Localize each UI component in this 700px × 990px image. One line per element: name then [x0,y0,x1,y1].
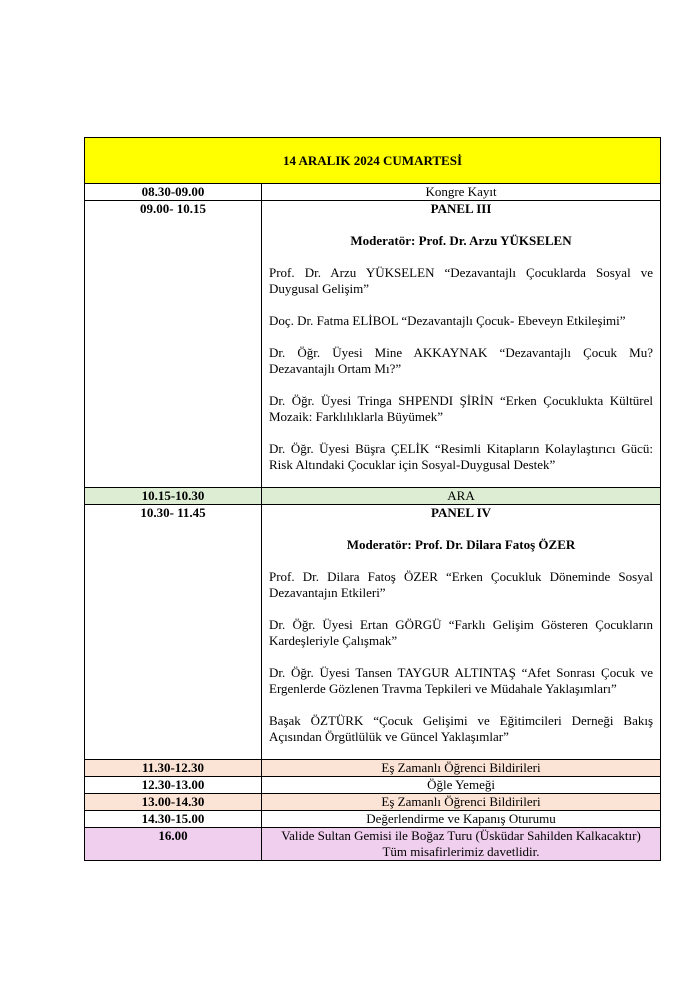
panel-title: PANEL IV [430,505,492,520]
activity-cell: Eş Zamanlı Öğrenci Bildirileri [262,794,661,811]
schedule-row-lunch [85,777,661,794]
activity-cell: Değerlendirme ve Kapanış Oturumu [262,811,661,828]
talk-item: Dr. Öğr. Üyesi Tansen TAYGUR ALTINTAŞ “Afet Sonrası Çocuk ve Ergenlerde Gözlenen Travma Tepkileri ve Müdahale Yaklaşımları” [269,665,654,696]
talk-item: Prof. Dr. Dilara Fatoş ÖZER “Erken Çocukluk Döneminde Sosyal Dezavantajın Etkileri” [269,569,654,600]
panel-moderator: Moderatör: Prof. Dr. Arzu YÜKSELEN [350,233,572,248]
schedule-row-student-papers [85,794,661,811]
activity-cell: Öğle Yemeği [262,777,661,794]
program-table [84,137,661,861]
schedule-row-bosphorus-tour [85,828,661,861]
schedule-row-break [85,488,661,505]
schedule-row-closing [85,811,661,828]
day-title: 14 ARALIK 2024 CUMARTESİ [85,138,661,184]
activity-cell: ARA [262,488,661,505]
activity-cell [262,828,661,861]
talk-item: Prof. Dr. Arzu YÜKSELEN “Dezavantajlı Çocuklarda Sosyal ve Duygusal Gelişim” [269,265,654,296]
time-cell: 16.00 [85,828,262,861]
time-cell: 14.30-15.00 [85,811,262,828]
panel-moderator: Moderatör: Prof. Dr. Dilara Fatoş ÖZER [346,537,576,552]
activity-cell: Eş Zamanlı Öğrenci Bildirileri [262,760,661,777]
talk-item: Dr. Öğr. Üyesi Tringa SHPENDI ŞİRİN “Erken Çocuklukta Kültürel Mozaik: Farklılıklarla Büyümek” [269,393,654,424]
schedule-row-student-papers [85,760,661,777]
talk-item: Doç. Dr. Fatma ELİBOL “Dezavantajlı Çocuk- Ebeveyn Etkileşimi” [269,313,626,328]
panel-title: PANEL III [430,201,492,216]
talk-item: Başak ÖZTÜRK “Çocuk Gelişimi ve Eğitimcileri Derneği Bakış Açısından Örgütlülük ve Güncel Yaklaşımlar” [269,713,654,744]
time-cell: 11.30-12.30 [85,760,262,777]
talk-item: Dr. Öğr. Üyesi Ertan GÖRGÜ “Farklı Gelişim Gösteren Çocukların Kardeşleriyle Çalışmak” [269,617,654,648]
time-cell: 12.30-13.00 [85,777,262,794]
panel-cell [262,505,661,760]
time-cell: 08.30-09.00 [85,184,262,201]
time-cell: 13.00-14.30 [85,794,262,811]
time-cell: 10.30- 11.45 [85,505,262,760]
activity-cell: Kongre Kayıt [262,184,661,201]
activity-line: Valide Sultan Gemisi ile Boğaz Turu (Üsküdar Sahilden Kalkacaktır) [281,828,641,843]
day-header-row [85,138,661,184]
panel-cell [262,201,661,488]
schedule-row-panel-4 [85,505,661,760]
schedule-row-registration [85,184,661,201]
talk-item: Dr. Öğr. Üyesi Mine AKKAYNAK “Dezavantajlı Çocuk Mu? Dezavantajlı Ortam Mı?” [269,345,654,376]
activity-line: Tüm misafirlerimiz davetlidir. [382,844,540,859]
time-cell: 10.15-10.30 [85,488,262,505]
time-cell: 09.00- 10.15 [85,201,262,488]
schedule-row-panel-3 [85,201,661,488]
talk-item: Dr. Öğr. Üyesi Büşra ÇELİK “Resimli Kitapların Kolaylaştırıcı Gücü: Risk Altındaki Çocuklar için Sosyal-Duygusal Destek” [269,441,654,472]
